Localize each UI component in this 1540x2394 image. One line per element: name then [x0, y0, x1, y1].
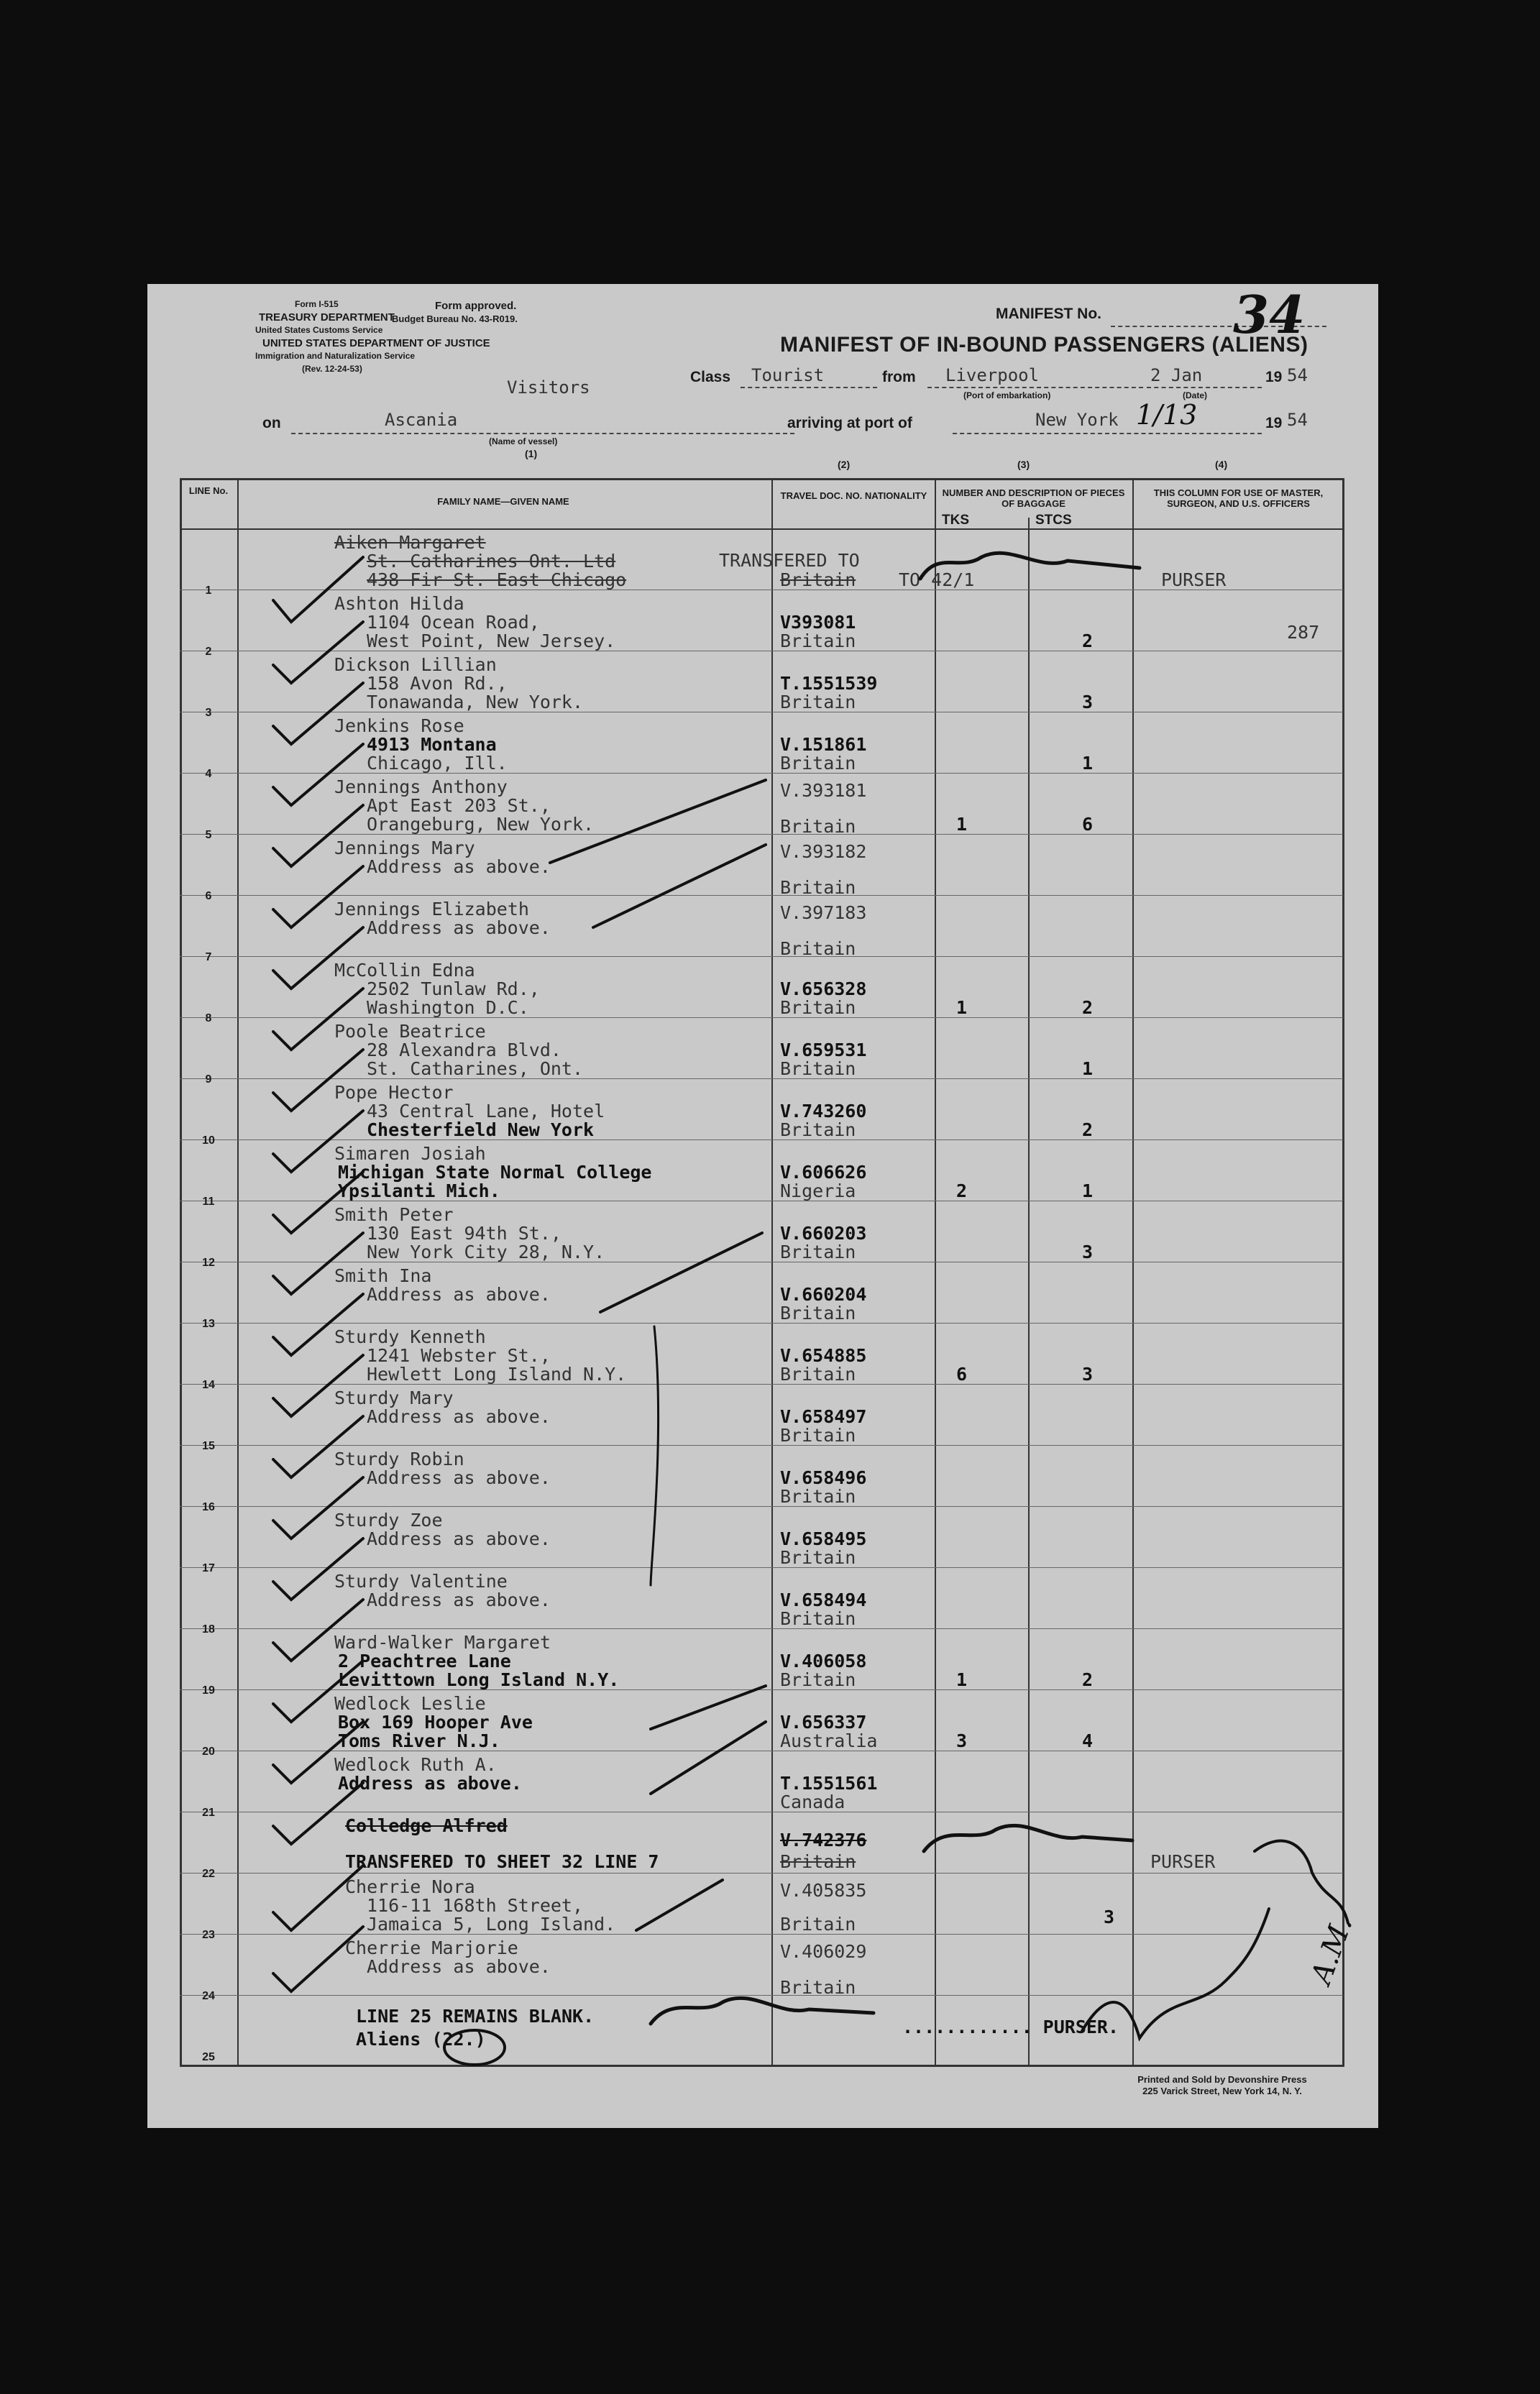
nationality: Britain — [780, 1851, 856, 1872]
passenger-address: Apt East 203 St., — [367, 795, 551, 816]
passenger-name: Aiken Margaret — [334, 532, 486, 553]
nationality: Britain — [780, 816, 856, 837]
passenger-address: 43 Central Lane, Hotel — [367, 1101, 605, 1122]
from-label: from — [882, 369, 916, 385]
col-num-1: (1) — [525, 448, 538, 459]
arrival-date-handwritten: 1/13 — [1136, 399, 1198, 431]
treasury-dept: TREASURY DEPARTMENT — [259, 311, 395, 324]
passenger-name: Dickson Lillian — [334, 654, 497, 675]
travel-doc: V.606626 — [780, 1162, 867, 1183]
stcs-count: 2 — [1082, 1669, 1094, 1690]
passenger-address: 2 Peachtree Lane — [338, 1651, 511, 1671]
visitors-note: Visitors — [507, 377, 590, 398]
purser-mark: PURSER — [1150, 1851, 1216, 1872]
travel-doc: T.1551561 — [780, 1773, 878, 1794]
travel-doc: V.397183 — [780, 902, 867, 923]
nationality: Canada — [780, 1792, 845, 1812]
passenger-name: Simaren Josiah — [334, 1143, 486, 1164]
passenger-name: Sturdy Robin — [334, 1449, 464, 1469]
passenger-address: 4913 Montana — [367, 734, 497, 755]
travel-doc: V.654885 — [780, 1345, 867, 1366]
line-number: 23 — [202, 1929, 215, 1941]
travel-doc: V393081 — [780, 612, 856, 633]
passenger-address: Address as above. — [367, 1956, 551, 1977]
passenger-name: Wedlock Leslie — [334, 1693, 486, 1714]
stcs-count: 2 — [1082, 1119, 1094, 1140]
passenger-name: Sturdy Valentine — [334, 1571, 508, 1592]
passenger-address: St. Catharines, Ont. — [367, 1058, 584, 1079]
passenger-address: Chicago, Ill. — [367, 753, 508, 774]
tks-count: 1 — [956, 814, 968, 835]
stcs-count: 3 — [1104, 1907, 1115, 1927]
date-caption: (Date) — [1183, 390, 1208, 400]
manifest-no-handwritten: 34 — [1233, 284, 1306, 345]
travel-doc: V.658497 — [780, 1406, 867, 1427]
header-travel-doc: TRAVEL DOC. NO. NATIONALITY — [780, 490, 927, 501]
line-number: 7 — [205, 951, 212, 963]
passenger-address: 130 East 94th St., — [367, 1223, 562, 1244]
travel-doc: V.656337 — [780, 1712, 867, 1733]
nationality: Britain — [780, 1608, 856, 1629]
travel-doc: V.406058 — [780, 1651, 867, 1671]
passenger-name: Poole Beatrice — [334, 1021, 486, 1042]
passenger-address: 1241 Webster St., — [367, 1345, 551, 1366]
year-prefix: 19 — [1265, 369, 1283, 385]
blank-line-note: LINE 25 REMAINS BLANK. — [356, 2006, 595, 2027]
header-officers: THIS COLUMN FOR USE OF MASTER, SURGEON, AND U.S. OFFICERS — [1153, 487, 1324, 509]
nationality: Britain — [780, 1914, 856, 1935]
passenger-address: 438 Fir St. East Chicago — [367, 569, 627, 590]
line-number: 21 — [202, 1807, 215, 1819]
ins-service: Immigration and Naturalization Service — [255, 351, 416, 361]
line-number: 3 — [205, 707, 212, 719]
form-approved: Form approved. — [435, 300, 517, 312]
line-number: 2 — [205, 646, 212, 658]
passenger-address: Jamaica 5, Long Island. — [367, 1914, 616, 1935]
travel-doc: V.658494 — [780, 1590, 867, 1610]
manifest-sheet — [147, 284, 1378, 2128]
tks-count: 1 — [956, 1669, 968, 1690]
travel-doc: V.393182 — [780, 841, 867, 862]
line-number: 25 — [202, 2051, 215, 2063]
passenger-name: Smith Peter — [334, 1204, 454, 1225]
passenger-address: Ypsilanti Mich. — [338, 1180, 500, 1201]
travel-doc: V.660203 — [780, 1223, 867, 1244]
travel-doc: V.151861 — [780, 734, 867, 755]
travel-doc: V.659531 — [780, 1040, 867, 1060]
nationality: Britain — [780, 1425, 856, 1446]
nationality: Britain — [780, 1486, 856, 1507]
col-num-3: (3) — [1017, 459, 1030, 470]
stcs-count: 1 — [1082, 1180, 1094, 1201]
line-number: 4 — [205, 768, 212, 780]
nationality: Britain — [780, 569, 856, 590]
passenger-address: Address as above. — [367, 1284, 551, 1305]
on-label: on — [262, 415, 281, 431]
vessel-caption: (Name of vessel) — [489, 436, 558, 446]
passenger-address: Toms River N.J. — [338, 1730, 500, 1751]
tks-count: 3 — [956, 1730, 968, 1751]
tks-count: 6 — [956, 1364, 968, 1385]
line-number: 11 — [202, 1196, 215, 1208]
passenger-address: Michigan State Normal College — [338, 1162, 652, 1183]
arrival-port: New York — [1035, 410, 1119, 430]
line-number: 10 — [202, 1134, 215, 1147]
line-number: 15 — [202, 1440, 215, 1452]
travel-doc: V.393181 — [780, 780, 867, 801]
col-num-2: (2) — [838, 459, 851, 470]
year-value: 54 — [1287, 365, 1308, 385]
footer-purser: ............ PURSER. — [902, 2017, 1119, 2037]
travel-doc: V.658496 — [780, 1467, 867, 1488]
line-number: 24 — [202, 1990, 215, 2002]
transfer-note: TRANSFERED TO — [719, 550, 860, 571]
stcs-count: 3 — [1082, 1364, 1094, 1385]
passenger-address: Address as above. — [367, 1528, 551, 1549]
passenger-address: West Point, New Jersey. — [367, 630, 616, 651]
header-tks: TKS — [942, 513, 969, 528]
passenger-address: 2502 Tunlaw Rd., — [367, 978, 540, 999]
travel-doc: V.743260 — [780, 1101, 867, 1122]
passenger-address: Levittown Long Island N.Y. — [338, 1669, 620, 1690]
stcs-count: 1 — [1082, 1058, 1094, 1079]
revision: (Rev. 12-24-53) — [302, 364, 362, 374]
passenger-name: Jenkins Rose — [334, 715, 464, 736]
line-number: 9 — [205, 1073, 212, 1086]
passenger-name: Jennings Elizabeth — [334, 899, 529, 919]
line-number: 6 — [205, 890, 212, 902]
class-value: Tourist — [751, 365, 825, 385]
passenger-name: Pope Hector — [334, 1082, 454, 1103]
passenger-address: Address as above. — [367, 1406, 551, 1427]
passenger-name: Cherrie Nora — [345, 1876, 475, 1897]
travel-doc: V.406029 — [780, 1941, 867, 1962]
justice-dept: UNITED STATES DEPARTMENT OF JUSTICE — [262, 337, 490, 349]
vessel-name: Ascania — [385, 410, 458, 430]
passenger-name: Ward-Walker Margaret — [334, 1632, 551, 1653]
time-stamp-handwritten: A.M. — [1304, 1912, 1360, 1989]
date-value: 2 Jan — [1150, 365, 1203, 385]
handwritten-checkmarks — [147, 284, 1378, 2128]
stcs-count: 6 — [1082, 814, 1094, 835]
passenger-address: Address as above. — [367, 1467, 551, 1488]
manifest-title: MANIFEST OF IN-BOUND PASSENGERS (ALIENS) — [780, 333, 1308, 357]
nationality: Britain — [780, 1119, 856, 1140]
passenger-name: Smith Ina — [334, 1265, 432, 1286]
passenger-address: New York City 28, N.Y. — [367, 1242, 605, 1262]
nationality: Britain — [780, 1058, 856, 1079]
passenger-address: 28 Alexandra Blvd. — [367, 1040, 562, 1060]
line-number: 16 — [202, 1501, 215, 1513]
col-num-4: (4) — [1215, 459, 1228, 470]
customs-service: United States Customs Service — [255, 325, 383, 335]
travel-doc: V.658495 — [780, 1528, 867, 1549]
nationality: Britain — [780, 1364, 856, 1385]
line-number: 5 — [205, 829, 212, 841]
passenger-address: Address as above. — [367, 856, 551, 877]
budget-bureau: Budget Bureau No. 43-R019. — [392, 313, 518, 324]
nationality: Britain — [780, 692, 856, 712]
passenger-name: Wedlock Ruth A. — [334, 1754, 497, 1775]
purser-mark: PURSER — [1161, 569, 1227, 590]
aliens-total: Aliens (22.) — [356, 2029, 486, 2050]
from-value: Liverpool — [945, 365, 1040, 385]
passenger-address: Chesterfield New York — [367, 1119, 595, 1140]
stcs-count: 3 — [1082, 692, 1094, 712]
line-number: 14 — [202, 1379, 215, 1391]
tks-count: 1 — [956, 997, 968, 1018]
year2-value: 54 — [1287, 410, 1308, 430]
nationality: Britain — [780, 938, 856, 959]
passenger-name: Cherrie Marjorie — [345, 1937, 518, 1958]
line-number: 8 — [205, 1012, 212, 1024]
header-stcs: STCS — [1035, 513, 1072, 528]
passenger-name: Jennings Mary — [334, 838, 475, 858]
arriving-label: arriving at port of — [787, 415, 912, 431]
nationality: Britain — [780, 1303, 856, 1324]
line-number: 17 — [202, 1562, 215, 1574]
passenger-address: Hewlett Long Island N.Y. — [367, 1364, 627, 1385]
port-caption: (Port of embarkation) — [963, 390, 1051, 400]
travel-doc: V.405835 — [780, 1880, 867, 1901]
passenger-address: Address as above. — [367, 1590, 551, 1610]
passenger-address: St. Catharines Ont. Ltd — [367, 551, 616, 572]
travel-doc: T.1551539 — [780, 673, 878, 694]
header-line-no: LINE No. — [188, 485, 229, 496]
line-number: 20 — [202, 1746, 215, 1758]
side-number: 287 — [1287, 622, 1320, 643]
nationality: Britain — [780, 1669, 856, 1690]
travel-doc: V.660204 — [780, 1284, 867, 1305]
nationality: Britain — [780, 753, 856, 774]
line-number: 1 — [205, 584, 212, 597]
nationality: Britain — [780, 1977, 856, 1998]
manifest-no-label: MANIFEST No. — [996, 306, 1101, 322]
class-label: Class — [690, 369, 731, 385]
passenger-name: Sturdy Zoe — [334, 1510, 443, 1531]
nationality: Britain — [780, 630, 856, 651]
passenger-address: 116-11 168th Street, — [367, 1895, 584, 1916]
year2-prefix: 19 — [1265, 415, 1283, 431]
line-number: 18 — [202, 1623, 215, 1636]
passenger-name: Jennings Anthony — [334, 776, 508, 797]
stcs-count: 3 — [1082, 1242, 1094, 1262]
header-baggage: NUMBER AND DESCRIPTION OF PIECES OF BAGGAGE — [942, 487, 1125, 509]
travel-doc: V.742376 — [780, 1830, 867, 1850]
passenger-address: Address as above. — [338, 1773, 522, 1794]
passenger-address: 158 Avon Rd., — [367, 673, 508, 694]
nationality: Australia — [780, 1730, 878, 1751]
passenger-name: McCollin Edna — [334, 960, 475, 981]
transfer-note: TRANSFERED TO SHEET 32 LINE 7 — [345, 1851, 659, 1872]
passenger-name: Colledge Alfred — [345, 1815, 508, 1836]
transfer-target: TO 42/1 — [899, 569, 975, 590]
printer-address: 225 Varick Street, New York 14, N. Y. — [1142, 2086, 1302, 2096]
passenger-address: Address as above. — [367, 917, 551, 938]
nationality: Britain — [780, 1547, 856, 1568]
stcs-count: 1 — [1082, 753, 1094, 774]
header-name: FAMILY NAME—GIVEN NAME — [437, 496, 569, 507]
passenger-address: 1104 Ocean Road, — [367, 612, 540, 633]
passenger-address: Box 169 Hooper Ave — [338, 1712, 533, 1733]
tks-count: 2 — [956, 1180, 968, 1201]
stcs-count: 2 — [1082, 997, 1094, 1018]
line-number: 13 — [202, 1318, 215, 1330]
passenger-name: Sturdy Mary — [334, 1388, 454, 1408]
nationality: Britain — [780, 1242, 856, 1262]
nationality: Britain — [780, 877, 856, 898]
stcs-count: 4 — [1082, 1730, 1094, 1751]
nationality: Britain — [780, 997, 856, 1018]
printer-credit: Printed and Sold by Devonshire Press — [1137, 2074, 1307, 2085]
stcs-count: 2 — [1082, 630, 1094, 651]
passenger-name: Sturdy Kenneth — [334, 1326, 486, 1347]
form-number: Form I-515 — [295, 299, 339, 309]
line-number: 19 — [202, 1684, 215, 1697]
passenger-address: Orangeburg, New York. — [367, 814, 595, 835]
travel-doc: V.656328 — [780, 978, 867, 999]
line-number: 22 — [202, 1868, 215, 1880]
passenger-address: Washington D.C. — [367, 997, 529, 1018]
nationality: Nigeria — [780, 1180, 856, 1201]
passenger-address: Tonawanda, New York. — [367, 692, 584, 712]
line-number: 12 — [202, 1257, 215, 1269]
passenger-name: Ashton Hilda — [334, 593, 464, 614]
